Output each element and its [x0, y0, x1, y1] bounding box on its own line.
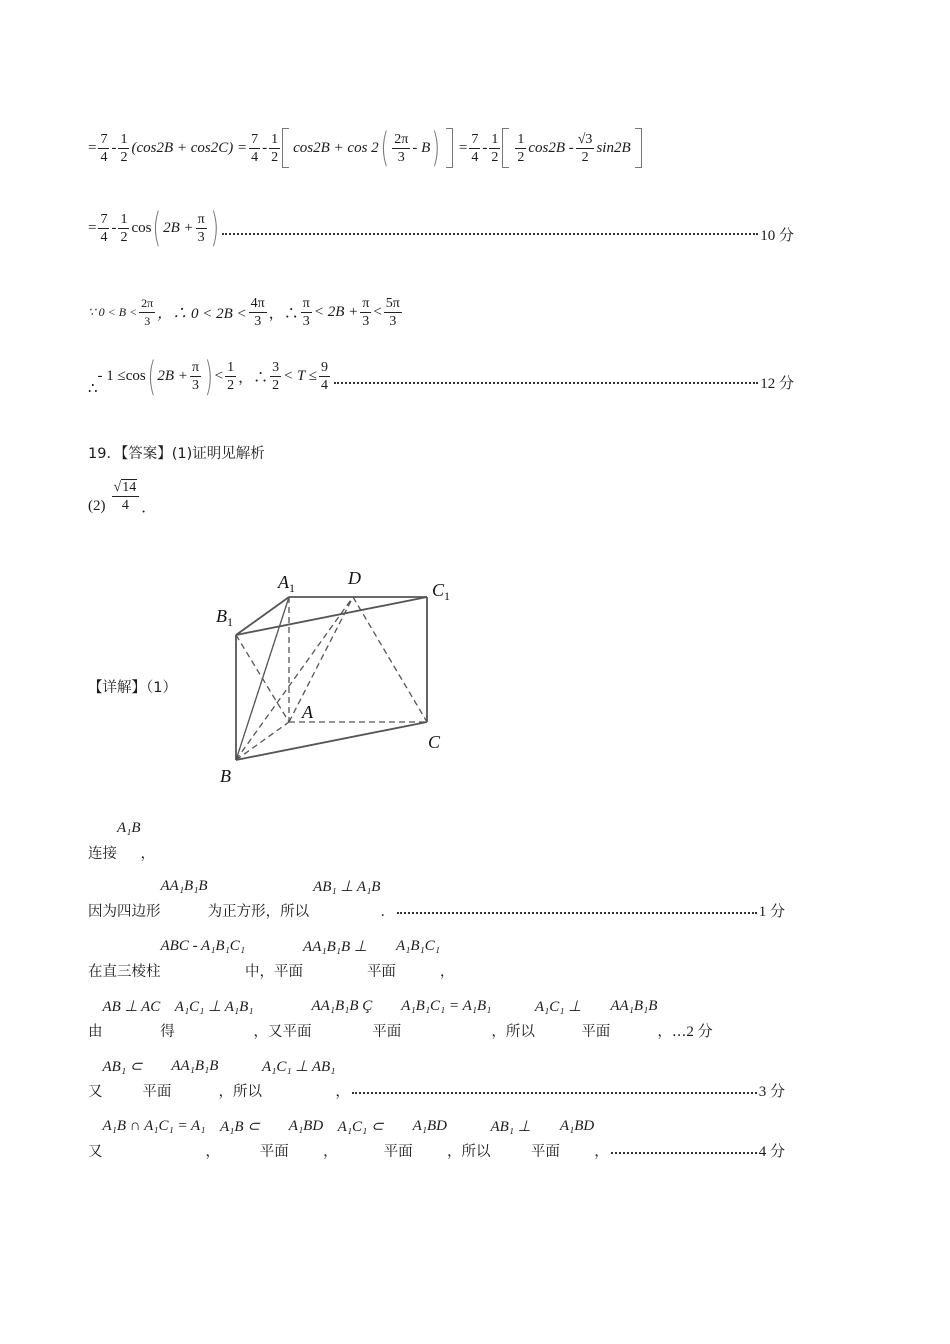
eq-sign-2: =: [458, 139, 468, 156]
therefore-clause-1: ，∴ 0 < 2B <: [157, 306, 247, 322]
equation-line-1: [88, 125, 642, 171]
minus-sign-c: -: [482, 139, 488, 156]
proof-math: AB₁ ⊂: [102, 1059, 143, 1075]
proof-math-4: A₁B₁C₁ = A₁B₁: [401, 998, 492, 1014]
fraction-3-2: $\frac{3}{2}$: [272, 360, 280, 393]
score-label: 3 分: [758, 1084, 785, 1100]
proof-math: AA₁B₁B: [160, 878, 208, 894]
proof-math-5: A₁BD: [412, 1118, 447, 1134]
fraction-1-2-d: $\frac{1}{2}$: [517, 131, 525, 165]
proof-text: 又: [88, 1144, 103, 1160]
edge-b-c: [236, 722, 427, 760]
proof-math-3: AA₁B₁B Ç: [311, 998, 373, 1014]
edge-a1-b2: [236, 597, 289, 760]
left-paren: (: [380, 125, 389, 171]
left-bracket: [282, 128, 289, 168]
proof-line-5: [88, 1060, 785, 1101]
left-paren: (: [152, 205, 162, 251]
proof-text-7: 平面: [530, 1144, 560, 1160]
minus-sign-b: -: [262, 139, 268, 156]
minus-sign: -: [111, 139, 117, 156]
label-a: A: [302, 702, 313, 722]
lt-sign: <: [373, 304, 382, 320]
dot-leader: [397, 912, 757, 914]
therefore-symbol: ∴: [88, 381, 98, 397]
score-label: 1 分: [758, 904, 785, 920]
left-bracket-2: [502, 128, 509, 168]
proof-math-2: AB₁ ⊥ A₁B: [313, 879, 381, 895]
label-b: B: [220, 766, 231, 786]
fraction-sqrt3-2: $\frac{√3}{2}$: [577, 131, 593, 165]
fraction-7-4-b: $\frac{7}{4}$: [251, 131, 259, 165]
label-c: C: [428, 732, 441, 752]
proof-line-2: [88, 880, 785, 921]
proof-math-2: A₁B ⊂: [219, 1119, 260, 1135]
proof-text: 又: [88, 1084, 103, 1100]
fraction-7-4-c: $\frac{7}{4}$: [471, 131, 479, 165]
proof-text-3: 平面: [366, 964, 396, 980]
fraction-pi-3: $\frac{\pi}{3}$: [197, 211, 205, 245]
proof-math: A₁B ∩ A₁C₁ = A₁: [102, 1118, 206, 1134]
proof-text: 连接: [88, 846, 117, 862]
right-bracket-2: [635, 128, 642, 168]
cos2b-term: cos2B -: [528, 139, 574, 156]
cos-label: cos: [131, 219, 152, 236]
proof-tail: ，: [594, 1144, 609, 1160]
proof-text-6: 平面: [581, 1024, 611, 1040]
dot-leader: [222, 233, 758, 235]
lt-sign: <: [214, 368, 224, 384]
q19-title: 19．【答案】(1)证明见解析: [88, 446, 265, 462]
edge-b1-c1: [236, 597, 427, 635]
sin2b-term: sin2B: [596, 139, 631, 156]
proof-math-3: A₁C₁ ⊥ AB₁: [261, 1059, 336, 1075]
dot-leader: [352, 1092, 757, 1094]
fraction-2pi-3: $\frac{2\pi}{3}$: [141, 296, 154, 328]
proof-tail: ，: [335, 1084, 350, 1100]
fraction-1-2-b: $\frac{1}{2}$: [271, 131, 279, 165]
proof-text-2: 中，平面: [245, 964, 304, 980]
equation-line-3: [88, 295, 404, 330]
q19-heading: [88, 442, 265, 463]
label-d: D: [348, 568, 361, 588]
edge-a-d: [289, 597, 353, 722]
proof-text-6: ，所以: [446, 1144, 491, 1160]
denominator: 4: [121, 498, 129, 513]
proof-math-5: A₁C₁ ⊥: [534, 999, 582, 1015]
label-c1: $C_1$: [432, 580, 451, 603]
fraction-7-4: $\frac{7}{4}$: [100, 131, 108, 165]
proof-text: 因为四边形: [88, 904, 161, 920]
inequality-middle: < 2B +: [313, 304, 359, 320]
proof-tail: ，: [439, 964, 455, 980]
q19-part2: [88, 476, 156, 517]
fraction-2pi-3: $\frac{2\pi}{3}$: [394, 131, 409, 165]
cos-sum-term: (cos2B + cos2C) =: [131, 139, 248, 156]
score-label: 12 分: [760, 376, 794, 392]
detail-label: 【详解】（1）: [88, 680, 177, 696]
proof-tail: ，…: [657, 1024, 687, 1040]
fraction-9-4: $\frac{9}{4}$: [321, 360, 329, 393]
cos-term: cos2B + cos 2: [293, 139, 379, 156]
detail-heading: [88, 676, 177, 697]
fraction-1-2: $\frac{1}{2}$: [120, 131, 128, 165]
fraction-sqrt14-4: $\frac{√14}{4}$: [112, 479, 140, 514]
proof-line-1: [88, 822, 155, 863]
equation-line-2: [88, 205, 794, 251]
eq-sign: =: [88, 139, 97, 156]
proof-text-3: ，又平面: [253, 1024, 312, 1040]
proof-math-2: AA₁B₁B: [171, 1058, 219, 1074]
proof-math-2: AA₁B₁B ⊥: [303, 939, 367, 955]
minus-b: - B: [412, 139, 431, 156]
proof-tail: ．: [380, 904, 395, 920]
dot-leader: [611, 1152, 757, 1154]
edge-d-c: [353, 597, 427, 722]
fraction-pi-3: $\frac{\pi}{3}$: [302, 296, 310, 329]
proof-text-5: 平面: [383, 1144, 413, 1160]
proof-text-4: 平面: [372, 1024, 402, 1040]
left-paren: (: [147, 353, 156, 400]
right-paren: ): [204, 353, 214, 400]
inner-term: 2B +: [163, 219, 194, 236]
score-label: 10 分: [760, 227, 794, 244]
cos-lower-bound: - 1 ≤cos: [97, 368, 146, 384]
fraction-7-4: $\frac{7}{4}$: [100, 211, 108, 245]
proof-math-6: AB₁ ⊥: [490, 1119, 531, 1135]
proof-text-2: 平面: [142, 1084, 172, 1100]
proof-tail: ，: [140, 846, 156, 862]
fraction-1-2: $\frac{1}{2}$: [227, 360, 235, 393]
proof-math-7: A₁BD: [559, 1118, 595, 1134]
period: ．: [141, 500, 157, 516]
therefore-clause: ，∴: [238, 370, 269, 386]
score-label: 4 分: [758, 1144, 785, 1160]
proof-line-4: [88, 1000, 785, 1041]
fraction-1-2-c: $\frac{1}{2}$: [491, 131, 499, 165]
part2-label: (2): [88, 498, 106, 514]
minus-sign: -: [111, 219, 117, 236]
fraction-5pi-3: $\frac{5\pi}{3}$: [385, 296, 400, 329]
t-bound: < T ≤: [283, 368, 318, 384]
label-b1: $B_1$: [216, 606, 233, 629]
proof-math-3: A₁BD: [288, 1118, 324, 1134]
because-clause: ∵ 0 < B <: [88, 305, 138, 319]
proof-math: AB ⊥ AC: [102, 999, 161, 1015]
proof-math: A₁B: [117, 820, 141, 836]
eq-sign: =: [88, 219, 97, 236]
fraction-4pi-3: $\frac{4\pi}{3}$: [250, 296, 265, 329]
inner-term: 2B +: [157, 368, 188, 384]
right-paren: ): [210, 205, 219, 251]
fraction-pi-3: $\frac{\pi}{3}$: [191, 360, 200, 393]
proof-text-2: 得: [160, 1024, 175, 1040]
proof-text: 在直三棱柱: [88, 964, 161, 980]
fraction-1-2: $\frac{1}{2}$: [120, 211, 128, 245]
right-bracket: [446, 128, 453, 168]
proof-text-3: ，所以: [218, 1084, 262, 1100]
proof-math-3: A₁B₁C₁: [395, 938, 440, 954]
proof-math-4: A₁C₁ ⊂: [337, 1119, 384, 1135]
proof-line-3: [88, 940, 454, 981]
label-a1: $A_1$: [278, 572, 295, 595]
proof-text-4: ，: [323, 1144, 338, 1160]
prism-figure: [210, 560, 470, 790]
fraction-pi-3-b: $\frac{\pi}{3}$: [362, 296, 370, 329]
right-paren: ): [431, 125, 441, 171]
proof-math-2: A₁C₁ ⊥ A₁B₁: [174, 999, 254, 1015]
therefore-symbol: ，∴: [268, 306, 299, 322]
proof-text-5: ，所以: [491, 1024, 535, 1040]
proof-math: ABC - A₁B₁C₁: [160, 938, 246, 954]
score-label: 2 分: [686, 1024, 713, 1040]
proof-text-2: 为正方形，所以: [207, 904, 310, 920]
equation-line-4: [88, 355, 794, 398]
proof-math-6: AA₁B₁B: [610, 998, 658, 1014]
proof-text-2: ，: [205, 1144, 220, 1160]
proof-text-3: 平面: [259, 1144, 289, 1160]
dot-leader: [334, 382, 758, 384]
proof-line-6: [88, 1120, 785, 1161]
proof-text: 由: [88, 1024, 103, 1040]
sqrt-value: 14: [122, 480, 137, 495]
